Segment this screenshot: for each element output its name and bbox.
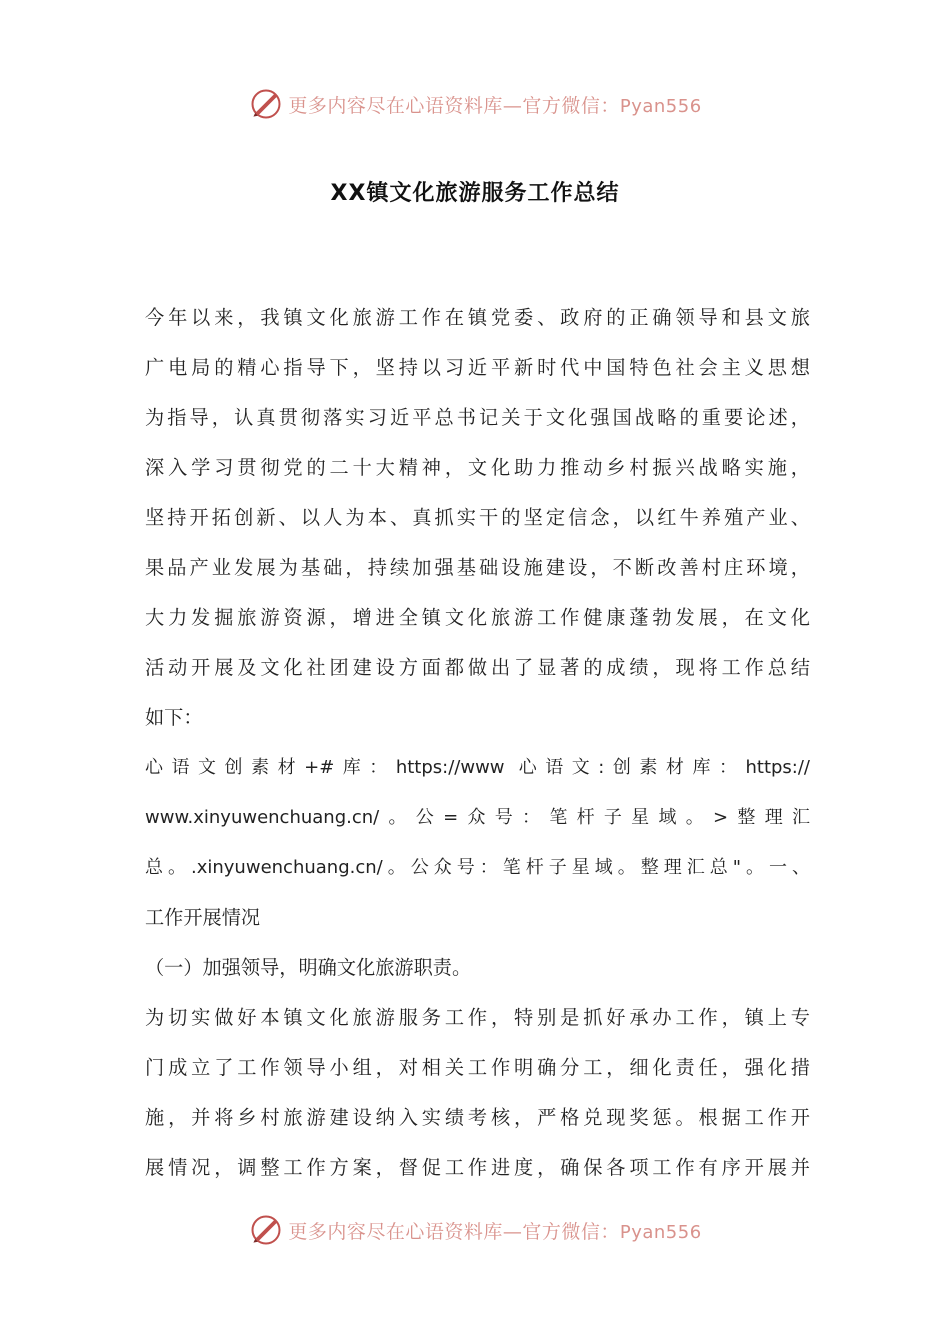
header-wechat-id: Pyan556 <box>619 95 702 117</box>
body-line: 广电局的精心指导下，坚持以习近平新时代中国特色社会主义思想 <box>145 356 810 379</box>
header-banner-text: 更多内容尽在心语资料库—官方微信：Pyan556 <box>288 94 702 117</box>
footer-banner-text: 更多内容尽在心语资料库—官方微信：Pyan556 <box>288 1220 702 1243</box>
document-body <box>145 293 810 1193</box>
pen-logo-icon <box>248 86 284 122</box>
body-line: 施，并将乡村旅游建设纳入实绩考核，严格兑现奖惩。根据工作开 <box>145 1106 810 1129</box>
body-line-url: 总。.xinyuwenchuang.cn/。公众号：笔杆子星域。整理汇总"。一、 <box>145 857 810 878</box>
body-line-url: www.xinyuwenchuang.cn/。公=众号：笔杆子星域。>整理汇 <box>145 807 810 828</box>
body-line: 今年以来，我镇文化旅游工作在镇党委、政府的正确领导和县文旅 <box>145 306 810 329</box>
footer-banner <box>0 1210 950 1250</box>
body-line: 坚持开拓创新、以人为本、真抓实干的坚定信念，以红牛养殖产业、 <box>145 506 810 529</box>
body-line: 为切实做好本镇文化旅游服务工作，特别是抓好承办工作，镇上专 <box>145 1006 810 1029</box>
body-line: 展情况，调整工作方案，督促工作进度，确保各项工作有序开展并 <box>145 1156 810 1179</box>
body-line: 为指导，认真贯彻落实习近平总书记关于文化强国战略的重要论述， <box>145 406 810 429</box>
body-line: 深入学习贯彻党的二十大精神，文化助力推动乡村振兴战略实施， <box>145 456 810 479</box>
body-line: 门成立了工作领导小组，对相关工作明确分工，细化责任，强化措 <box>145 1056 810 1079</box>
body-line: 活动开展及文化社团建设方面都做出了显著的成绩，现将工作总结 <box>145 656 810 679</box>
body-line-url: 心语文创素材+#库：https://www 心语文:创素材库：https:// <box>145 757 810 778</box>
footer-wechat-id: Pyan556 <box>619 1221 702 1243</box>
body-line: 果品产业发展为基础，持续加强基础设施建设，不断改善村庄环境， <box>145 556 810 579</box>
body-line: 如下： <box>145 706 203 729</box>
body-line: 大力发掘旅游资源，增进全镇文化旅游工作健康蓬勃发展，在文化 <box>145 606 810 629</box>
header-banner <box>0 84 950 124</box>
subsection-heading: （一）加强领导，明确文化旅游职责。 <box>145 956 472 979</box>
document-title: XX镇文化旅游服务工作总结 <box>330 181 620 206</box>
pen-logo-icon <box>248 1212 284 1248</box>
section-heading: 工作开展情况 <box>145 906 261 929</box>
